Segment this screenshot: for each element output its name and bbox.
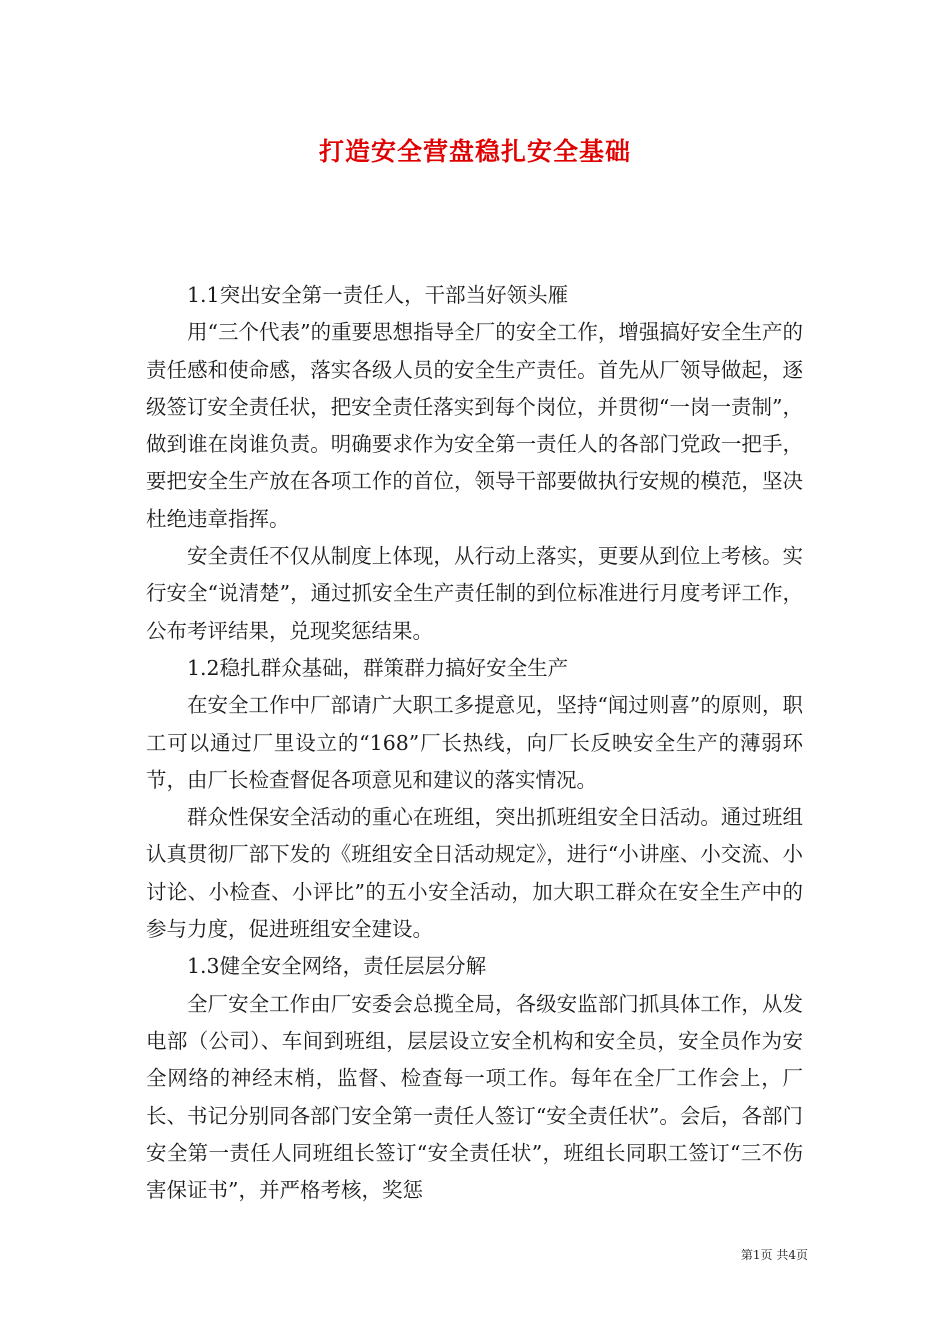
paragraph: 用“三个代表”的重要思想指导全厂的安全工作，增强搞好安全生产的责任感和使命感，落实各级人员的安全生产责任。首先从厂领导做起，逐级签订安全责任状，把安全责任落实到每个岗位，并贯彻“一岗一责制”，做到谁在岗谁负责。明确要求作为安全第一责任人的各部门党政一把手，要把安全生产放在各项工作的首位，领导干部要做执行安规的模范，坚决杜绝违章指挥。 <box>146 320 803 531</box>
document-title: 打造安全营盘稳扎安全基础 <box>318 137 631 166</box>
paragraph: 群众性保安全活动的重心在班组，突出抓班组安全日活动。通过班组认真贯彻厂部下发的《班组安全日活动规定》，进行“小讲座、小交流、小讨论、小检查、小评比”的五小安全活动，加大职工群众在安全生产中的参与力度，促进班组安全建设。 <box>146 805 803 942</box>
paragraph: 安全责任不仅从制度上体现，从行动上落实，更要从到位上考核。实行安全“说清楚”，通过抓安全生产责任制的到位标准进行月度考评工作，公布考评结果，兑现奖惩结果。 <box>146 544 803 643</box>
page-number-footer: 第1页 共4页 <box>740 1248 808 1262</box>
section-heading-1-3: 1.3健全安全网络，责任层层分解 <box>187 954 487 979</box>
paragraph: 在安全工作中厂部请广大职工多提意见，坚持“闻过则喜”的原则，职工可以通过厂里设立的“168”厂长热线，向厂长反映安全生产的薄弱环节，由厂长检查督促各项意见和建议的落实情况。 <box>146 693 803 792</box>
section-heading-1-1: 1.1突出安全第一责任人，干部当好领头雁 <box>187 283 569 307</box>
section-heading-1-2: 1.2稳扎群众基础，群策群力搞好安全生产 <box>187 655 569 680</box>
paragraph: 全厂安全工作由厂安委会总揽全局，各级安监部门抓具体工作，从发电部（公司）、车间到班组，层层设立安全机构和安全员，安全员作为安全网络的神经末梢，监督、检查每一项工作。每年在全厂工作会上，厂长、书记分别同各部门安全第一责任人签订“安全责任状”。会后，各部门安全第一责任人同班组长签订“安全责任状”，班组长同职工签订“三不伤害保证书”，并严格考核，奖惩 <box>146 991 803 1203</box>
document-body <box>146 277 803 1209</box>
